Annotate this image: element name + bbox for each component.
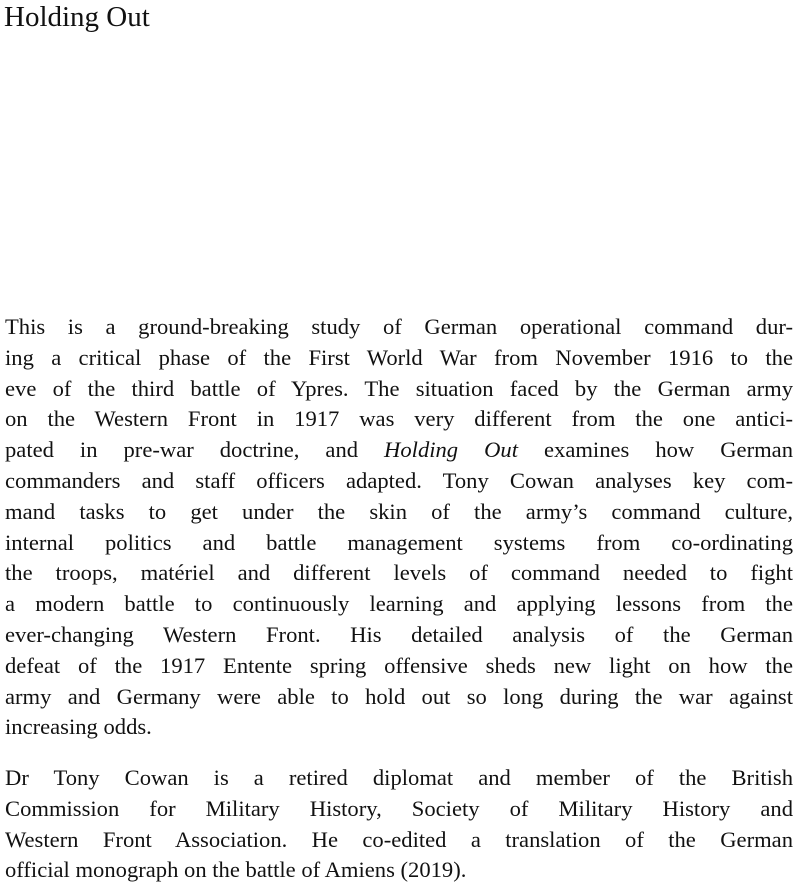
text-segment: commanders and staff officers adapted. Tony Cowan analyses key com- [5, 467, 793, 493]
text-segment: Dr Tony Cowan is a retired diplomat and member of the British [5, 765, 793, 790]
text-segment: official monograph on the battle of Amiens (2019). [5, 857, 467, 883]
text-segment: This is a ground-breaking study of German operational command dur- [5, 314, 793, 339]
text-segment: pated in pre-war doctrine, and [5, 437, 385, 463]
text-line [5, 312, 793, 343]
book-title: Holding Out [4, 1, 150, 33]
text-line [5, 589, 793, 620]
text-segment: ing a critical phase of the First World War from November 1916 to the [5, 344, 793, 370]
text-line [5, 466, 793, 497]
text-line [5, 497, 793, 528]
text-line [5, 825, 793, 856]
text-segment: ever-changing Western Front. His detailed analysis of the German [5, 621, 793, 647]
text-segment: the troops, matériel and different levels of command needed to fight [5, 560, 793, 586]
text-segment: internal politics and battle management systems from co-ordinating [5, 529, 793, 555]
text-segment: Commission for Military History, Society of Military History and [5, 795, 793, 821]
text-line [5, 794, 793, 825]
text-segment: army and Germany were able to hold out so long during the war against [5, 683, 793, 709]
text-segment: a modern battle to continuously learning and applying lessons from the [5, 591, 793, 617]
text-segment: increasing odds. [5, 714, 152, 740]
text-line [5, 435, 793, 466]
text-segment: examines how German [518, 437, 793, 463]
text-line [5, 343, 793, 374]
text-segment: eve of the third battle of Ypres. The situation faced by the German army [5, 375, 793, 401]
text-line [5, 620, 793, 651]
text-line [5, 404, 793, 435]
text-line [5, 651, 793, 682]
text-segment: Western Front Association. He co-edited a translation of the German [5, 826, 793, 852]
text-line [5, 682, 793, 713]
text-line [5, 763, 793, 794]
italic-book-title: Holding Out [384, 437, 518, 463]
text-segment: defeat of the 1917 Entente spring offensive sheds new light on how the [5, 652, 793, 678]
book-description [5, 312, 793, 743]
text-line [5, 855, 793, 886]
text-line [5, 374, 793, 405]
text-segment: mand tasks to get under the skin of the army’s command culture, [5, 498, 793, 524]
author-bio [5, 763, 793, 886]
text-line [5, 712, 793, 743]
text-segment: on the Western Front in 1917 was very different from the one antici- [5, 406, 793, 432]
text-line [5, 558, 793, 589]
text-line [5, 528, 793, 559]
